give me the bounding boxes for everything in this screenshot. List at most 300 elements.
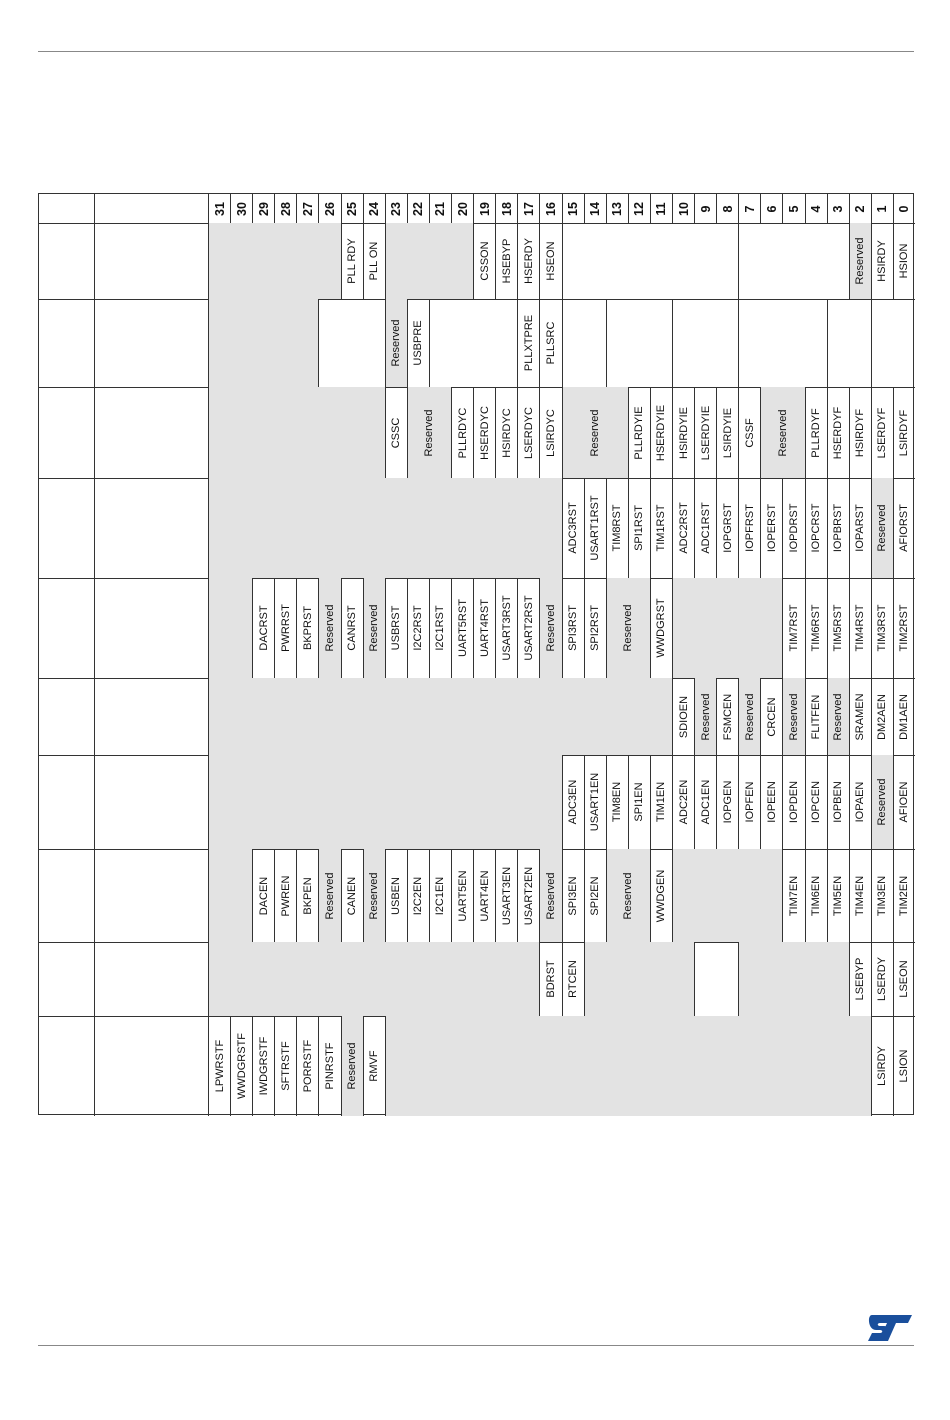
field-label: SFTRSTF xyxy=(279,1041,292,1091)
field-label: LSERDYIE xyxy=(699,405,712,460)
field-label: AFIOEN xyxy=(898,781,911,823)
field-label: TIM8RST xyxy=(611,504,624,552)
rcc_apb2rstr-field xyxy=(584,478,606,578)
rcc_bdcr-field xyxy=(849,942,871,1016)
rcc_apb1rstr-field xyxy=(805,578,827,678)
field-label: PLL RDY xyxy=(346,238,359,284)
rcc_apb1enr-field xyxy=(517,849,539,942)
rcc_apb2rstr-field xyxy=(782,478,804,578)
rcc_ahbenr-field xyxy=(827,678,849,755)
bit-number-label: 21 xyxy=(433,201,448,216)
rcc_apb1rstr-field xyxy=(385,578,407,678)
field-label: I2C2EN xyxy=(412,876,425,915)
field-label: IOPBEN xyxy=(832,781,845,823)
rcc_apb1rstr-field xyxy=(827,578,849,678)
field-label: USBRST xyxy=(390,605,403,651)
rcc_cfgr-field xyxy=(385,299,407,387)
rcc_apb1rstr-field xyxy=(318,578,340,678)
bit-number-20 xyxy=(451,194,473,223)
field-label: USBPRE xyxy=(412,320,425,366)
rcc_apb2rstr-field xyxy=(827,478,849,578)
rcc_apb1enr-field xyxy=(429,849,451,942)
bit-number-25 xyxy=(341,194,363,223)
field-label: TIM5EN xyxy=(832,875,845,916)
field-label: Reserved xyxy=(544,604,557,652)
rcc_csr-field xyxy=(341,1016,363,1116)
rcc_cr-field xyxy=(473,223,495,299)
field-label: USART3EN xyxy=(500,866,513,925)
field-label: I2C2RST xyxy=(412,605,425,651)
field-label: RMVF xyxy=(368,1050,381,1082)
bit-number-label: 31 xyxy=(212,201,227,216)
field-label: USART2EN xyxy=(522,866,535,925)
field-label: TIM8EN xyxy=(611,781,624,823)
bit-number-30 xyxy=(230,194,252,223)
field-label: Reserved xyxy=(368,604,381,652)
bit-number-label: 22 xyxy=(411,201,426,216)
rcc_cir-field xyxy=(495,387,517,478)
bit-number-4 xyxy=(805,194,827,223)
rcc_cr-field xyxy=(871,223,893,299)
field-label: PINRSTF xyxy=(324,1042,337,1090)
field-label: LSERDY xyxy=(876,956,889,1002)
field-label: LSERDYF xyxy=(876,407,889,458)
rcc_apb1enr-field xyxy=(274,849,296,942)
rcc_csr-field xyxy=(252,1016,274,1116)
rcc_apb2enr-field xyxy=(562,755,584,849)
rcc_cfgr-field xyxy=(827,299,871,387)
field-label: Reserved xyxy=(589,408,602,457)
bit-number-label: 12 xyxy=(632,201,647,216)
field-label: BDRST xyxy=(544,960,557,998)
rcc_apb1rstr-field xyxy=(341,578,363,678)
rcc_apb1enr-field xyxy=(805,849,827,942)
rcc_apb1rstr-field xyxy=(495,578,517,678)
rcc_apb1rstr-field xyxy=(849,578,871,678)
rcc_bdcr-field xyxy=(539,942,561,1016)
field-label: IOPDRST xyxy=(787,503,800,553)
rcc_ahbenr-field xyxy=(672,678,694,755)
field-label: HSIRDY xyxy=(876,240,889,282)
field-label: TIM6EN xyxy=(810,875,823,916)
field-label: HSIRDYIE xyxy=(677,406,690,459)
field-label: IOPARST xyxy=(854,504,867,552)
field-label: Reserved xyxy=(776,408,789,457)
rcc_apb1enr-field xyxy=(827,849,849,942)
rcc_apb2rstr-field xyxy=(606,478,628,578)
field-label: UART5RST xyxy=(456,599,469,657)
rcc_apb1rstr-field xyxy=(893,578,915,678)
field-label: IOPCEN xyxy=(810,780,823,824)
rcc_csr-field xyxy=(208,1016,230,1116)
rcc_csr-field xyxy=(230,1016,252,1116)
field-label: TIM6RST xyxy=(810,604,823,652)
field-label: TIM4EN xyxy=(854,875,867,916)
rcc_ahbenr-field xyxy=(805,678,827,755)
rcc_apb1rstr-field xyxy=(252,578,274,678)
rcc_apb1enr-field xyxy=(385,849,407,942)
rcc_cir-field xyxy=(827,387,849,478)
field-label: USART1RST xyxy=(589,495,602,561)
field-label: Reserved xyxy=(324,871,337,920)
field-label: SPI3EN xyxy=(567,875,580,916)
field-label: LPWRSTF xyxy=(213,1039,226,1093)
rcc_cfgr-field xyxy=(672,299,738,387)
field-label: LSEBYP xyxy=(854,957,867,1001)
rcc_cr-field xyxy=(385,223,473,299)
bit-number-19 xyxy=(473,194,495,223)
rcc_apb2enr-field xyxy=(849,755,871,849)
bit-number-13 xyxy=(606,194,628,223)
rcc_apb1rstr-field xyxy=(296,578,318,678)
rcc_cir-field xyxy=(208,387,385,478)
rcc_apb2rstr-field xyxy=(562,478,584,578)
rcc_csr-field xyxy=(274,1016,296,1116)
rcc_bdcr-field xyxy=(738,942,848,1016)
rcc_apb1enr-field xyxy=(584,849,606,942)
field-label: TIM1EN xyxy=(655,781,668,823)
bit-number-label: 5 xyxy=(786,205,801,212)
field-label: PLLRDYC xyxy=(456,407,469,458)
rcc_apb1enr-field xyxy=(473,849,495,942)
rcc_apb1enr-field xyxy=(341,849,363,942)
field-label: HSION xyxy=(898,243,911,279)
rcc_apb2enr-field xyxy=(694,755,716,849)
field-label: ADC1EN xyxy=(699,779,712,825)
rcc_apb1rstr-field xyxy=(782,578,804,678)
rcc_ahbenr-field xyxy=(716,678,738,755)
rcc_cir-field xyxy=(849,387,871,478)
rcc_cir-field xyxy=(805,387,827,478)
field-label: Reserved xyxy=(346,1042,359,1090)
field-label: TIM3RST xyxy=(876,604,889,652)
field-label: TIM3EN xyxy=(876,875,889,916)
field-label: PWREN xyxy=(279,875,292,916)
field-label: WWDGRST xyxy=(655,598,668,658)
rcc_ahbenr-field xyxy=(208,678,672,755)
field-label: AFIORST xyxy=(898,504,911,552)
rcc_apb1rstr-field xyxy=(562,578,584,678)
field-label: LSION xyxy=(898,1049,911,1083)
field-label: RTCEN xyxy=(567,960,580,998)
bit-number-label: 3 xyxy=(831,205,846,212)
rcc_apb1enr-field xyxy=(539,849,561,942)
field-label: TIM1RST xyxy=(655,504,668,552)
field-label: TIM2RST xyxy=(898,604,911,652)
field-label: DM1AEN xyxy=(898,693,911,740)
rcc_cir-field xyxy=(451,387,473,478)
bit-number-label: 23 xyxy=(389,201,404,216)
bit-number-label: 25 xyxy=(345,201,360,216)
field-label: ADC2EN xyxy=(677,779,690,825)
rcc_apb2enr-field xyxy=(760,755,782,849)
rcc_cr-field xyxy=(341,223,363,299)
rcc_apb2enr-field xyxy=(827,755,849,849)
rcc_apb2enr-field xyxy=(782,755,804,849)
footer-rule xyxy=(38,1345,914,1346)
bit-number-23 xyxy=(385,194,407,223)
rcc_cfgr-field xyxy=(429,299,517,387)
rcc_apb1enr-field xyxy=(893,849,915,942)
rcc_cir-field xyxy=(473,387,495,478)
bit-number-7 xyxy=(738,194,760,223)
rcc_apb2enr-field xyxy=(208,755,562,849)
rcc_cir-field xyxy=(760,387,804,478)
rcc_cfgr-field xyxy=(606,299,672,387)
rcc_apb2rstr-field xyxy=(871,478,893,578)
field-label: SDIOEN xyxy=(677,695,690,738)
field-label: IOPBRST xyxy=(832,503,845,553)
field-label: DACRST xyxy=(257,605,270,651)
field-label: LSERDYC xyxy=(522,406,535,459)
bit-number-29 xyxy=(252,194,274,223)
field-label: PORRSTF xyxy=(301,1039,314,1093)
bit-number-1 xyxy=(871,194,893,223)
bit-number-label: 24 xyxy=(367,201,382,216)
rcc_ahbenr-field xyxy=(738,678,760,755)
rcc_cfgr-field xyxy=(407,299,429,387)
rcc_apb1enr-field xyxy=(252,849,274,942)
rcc_cr-field xyxy=(849,223,871,299)
field-label: CSSON xyxy=(478,241,491,281)
rcc_apb2rstr-field xyxy=(805,478,827,578)
rcc_apb1enr-field xyxy=(606,849,650,942)
bit-number-14 xyxy=(584,194,606,223)
rcc_cfgr-field xyxy=(208,299,318,387)
field-label: Reserved xyxy=(622,871,635,920)
rcc_apb1enr-field xyxy=(363,849,385,942)
rcc_apb2enr-field xyxy=(606,755,628,849)
field-label: Reserved xyxy=(390,319,403,367)
bit-number-label: 14 xyxy=(588,201,603,216)
rcc_cr-field xyxy=(562,223,739,299)
field-label: HSEBYP xyxy=(500,238,513,284)
rcc_csr-field xyxy=(871,1016,893,1116)
field-label: HSIRDYC xyxy=(500,407,513,458)
rcc_cir-field xyxy=(672,387,694,478)
rcc_apb2rstr-field xyxy=(628,478,650,578)
rcc_csr-field xyxy=(893,1016,915,1116)
field-label: IWDGRSTF xyxy=(257,1036,270,1096)
rcc_cr-field xyxy=(539,223,561,299)
bit-number-label: 29 xyxy=(256,201,271,216)
rcc_apb1rstr-field xyxy=(672,578,782,678)
field-label: IOPERST xyxy=(765,503,778,553)
bit-number-label: 15 xyxy=(566,201,581,216)
rcc_cir-field xyxy=(517,387,539,478)
rcc_apb2rstr-field xyxy=(738,478,760,578)
bit-number-31 xyxy=(208,194,230,223)
bit-number-3 xyxy=(827,194,849,223)
bit-number-12 xyxy=(628,194,650,223)
rcc_ahbenr-field xyxy=(849,678,871,755)
bit-number-0 xyxy=(893,194,915,223)
bit-number-17 xyxy=(517,194,539,223)
field-label: ADC3EN xyxy=(567,779,580,825)
bit-number-label: 26 xyxy=(323,201,338,216)
bit-number-label: 27 xyxy=(300,201,315,216)
rcc_cfgr-field xyxy=(871,299,915,387)
field-label: UART4EN xyxy=(478,869,491,922)
field-label: HSIRDYF xyxy=(854,408,867,457)
rcc_bdcr-field xyxy=(871,942,893,1016)
rcc_cir-field xyxy=(738,387,760,478)
field-label: IOPDEN xyxy=(787,780,800,824)
rcc_apb1enr-field xyxy=(562,849,584,942)
field-label: SRAMEN xyxy=(854,692,867,741)
rcc_apb1enr-field xyxy=(451,849,473,942)
bit-number-label: 16 xyxy=(543,201,558,216)
rcc_apb1rstr-field xyxy=(407,578,429,678)
bit-number-5 xyxy=(782,194,804,223)
field-label: HSERDYIE xyxy=(655,404,668,461)
rcc_cir-field xyxy=(716,387,738,478)
bit-number-label: 2 xyxy=(853,205,868,212)
bit-number-6 xyxy=(760,194,782,223)
bit-number-label: 6 xyxy=(764,205,779,212)
rcc_apb2enr-field xyxy=(628,755,650,849)
rcc_cfgr-field xyxy=(562,299,606,387)
field-label: CANEN xyxy=(346,876,359,915)
field-label: LSEON xyxy=(898,960,911,998)
field-label: IOPGRST xyxy=(721,503,734,553)
field-label: PWRRST xyxy=(279,604,292,652)
bit-number-9 xyxy=(694,194,716,223)
field-label: FLITFEN xyxy=(810,694,823,739)
header-rule xyxy=(38,51,914,52)
rcc_apb2rstr-field xyxy=(760,478,782,578)
field-label: FSMCEN xyxy=(721,693,734,740)
rcc_apb1rstr-field xyxy=(208,578,252,678)
field-label: SPI3RST xyxy=(567,605,580,651)
register-map-table xyxy=(38,193,914,1115)
bit-number-label: 28 xyxy=(278,201,293,216)
rcc_apb1rstr-field xyxy=(606,578,650,678)
rcc_apb1rstr-field xyxy=(429,578,451,678)
rcc_ahbenr-field xyxy=(760,678,782,755)
column-divider xyxy=(94,194,95,1116)
bit-number-22 xyxy=(407,194,429,223)
rcc_bdcr-field xyxy=(208,942,539,1016)
bit-number-26 xyxy=(318,194,340,223)
field-label: CRCEN xyxy=(765,696,778,737)
field-label: HSERDYF xyxy=(832,406,845,459)
bit-number-label: 9 xyxy=(698,205,713,212)
field-label: IOPGEN xyxy=(721,780,734,824)
rcc_apb2enr-field xyxy=(893,755,915,849)
field-label: SPI1RST xyxy=(633,505,646,551)
field-label: IOPEEN xyxy=(765,781,778,823)
field-label: PLLRDYF xyxy=(810,407,823,458)
rcc_cr-field xyxy=(208,223,341,299)
rcc_apb2rstr-field xyxy=(694,478,716,578)
rcc_cir-field xyxy=(407,387,451,478)
field-label: IOPAEN xyxy=(854,781,867,823)
bit-number-21 xyxy=(429,194,451,223)
rcc_cr-field xyxy=(893,223,915,299)
field-label: PLLSRC xyxy=(544,321,557,365)
bit-number-label: 7 xyxy=(742,205,757,212)
field-label: TIM4RST xyxy=(854,604,867,652)
rcc_cir-field xyxy=(650,387,672,478)
field-label: DM2AEN xyxy=(876,693,889,740)
rcc_apb1rstr-field xyxy=(517,578,539,678)
bit-number-28 xyxy=(274,194,296,223)
field-label: HSEON xyxy=(544,241,557,281)
field-label: WWDGEN xyxy=(655,869,668,922)
rcc_apb1rstr-field xyxy=(451,578,473,678)
rcc_apb1enr-field xyxy=(495,849,517,942)
rcc_cr-field xyxy=(495,223,517,299)
field-label: SPI2RST xyxy=(589,605,602,651)
rcc_cfgr-field xyxy=(738,299,826,387)
rcc_cfgr-field xyxy=(517,299,539,387)
bit-number-label: 19 xyxy=(477,201,492,216)
rcc_apb1enr-field xyxy=(208,849,252,942)
field-label: I2C1RST xyxy=(434,605,447,651)
rcc_ahbenr-field xyxy=(782,678,804,755)
field-label: IOPFEN xyxy=(743,781,756,823)
st-logo-icon xyxy=(866,1313,914,1343)
rcc_csr-field xyxy=(385,1016,871,1116)
rcc_apb2enr-field xyxy=(716,755,738,849)
bit-number-8 xyxy=(716,194,738,223)
rcc_cir-field xyxy=(539,387,561,478)
rcc_ahbenr-field xyxy=(893,678,915,755)
field-label: Reserved xyxy=(787,692,800,741)
field-label: UART4RST xyxy=(478,599,491,657)
bit-number-label: 8 xyxy=(720,205,735,212)
bit-number-label: 1 xyxy=(875,205,890,212)
bit-number-label: 18 xyxy=(499,201,514,216)
rcc_ahbenr-field xyxy=(871,678,893,755)
field-label: TIM5RST xyxy=(832,604,845,652)
bit-number-24 xyxy=(363,194,385,223)
rcc_apb2rstr-field xyxy=(716,478,738,578)
rcc_apb1enr-field xyxy=(650,849,672,942)
bit-number-27 xyxy=(296,194,318,223)
bit-number-label: 0 xyxy=(897,205,912,212)
field-label: BKPEN xyxy=(301,876,314,915)
field-label: Reserved xyxy=(324,604,337,652)
bit-number-18 xyxy=(495,194,517,223)
field-label: HSERDY xyxy=(522,238,535,284)
field-label: SPI2EN xyxy=(589,875,602,916)
rcc_cir-field xyxy=(385,387,407,478)
rcc_cfgr-field xyxy=(318,299,384,387)
field-label: Reserved xyxy=(832,692,845,741)
field-label: Reserved xyxy=(622,604,635,652)
bit-number-label: 20 xyxy=(455,201,470,216)
field-label: TIM7EN xyxy=(787,875,800,916)
field-label: Reserved xyxy=(544,871,557,920)
field-label: Reserved xyxy=(368,871,381,920)
rcc_cir-field xyxy=(562,387,628,478)
field-label: Reserved xyxy=(876,778,889,826)
rcc_apb1rstr-field xyxy=(650,578,672,678)
rcc_apb1enr-field xyxy=(849,849,871,942)
field-label: I2C1EN xyxy=(434,876,447,915)
rcc_apb1enr-field xyxy=(672,849,782,942)
rcc_apb1enr-field xyxy=(318,849,340,942)
field-label: LSIRDYC xyxy=(544,408,557,457)
rcc_apb2enr-field xyxy=(738,755,760,849)
field-label: DACEN xyxy=(257,876,270,915)
field-label: Reserved xyxy=(743,692,756,741)
rcc_apb2rstr-field xyxy=(208,478,562,578)
rcc_apb1enr-field xyxy=(782,849,804,942)
rcc_cr-field xyxy=(517,223,539,299)
